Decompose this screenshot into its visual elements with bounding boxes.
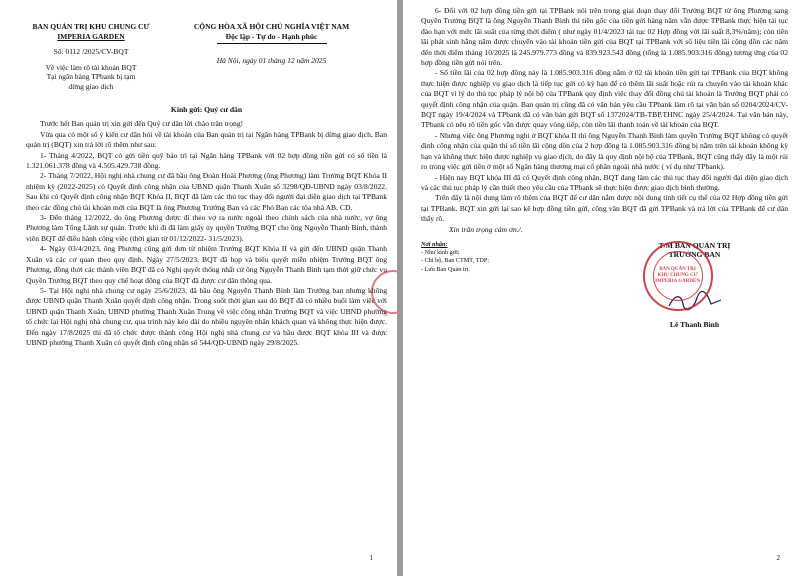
page-number: 1	[369, 554, 373, 562]
closing-line: Xin trân trọng cảm ơn./.	[449, 224, 523, 234]
signature-block	[601, 241, 788, 330]
page-number: 2	[776, 554, 780, 562]
sign-title-2: TRƯỞNG BAN	[668, 250, 721, 260]
paragraph: - Nhưng việc ông Phương nghỉ ở BQT khóa II thì ông Nguyễn Thanh Bình làm quyền Trưởng BQT không có quyết định công nhận của quận thì số tiền lãi cộng dồn của 2 hợp đồng là 1.085.903.316 đồng bị nằm trên tài khoản không kỳ hạn và không thực hiện được nghiệp vụ giao dịch, do đây là quy định nội bộ của TPBank, BQT cũng thấy đây là một rủi ro trong việc gửi tiền ở một số Ngân hàng thương mại cổ phần ngoài nhà nước ( ví dụ như TPbank).	[421, 130, 788, 172]
recipients-title: Nơi nhận:	[421, 240, 448, 248]
paragraph: 4- Ngày 03/4/2023, ông Phương cũng gửi đơn từ nhiệm Trưởng BQT Khóa II và gửi đến UBND quận Thanh Xuân và các cơ quan theo quy định. Ngày 27/5/2023, BQT đã họp và biểu quyết miễn nhiệm Trưởng BQT ông Phương, đồng thời các thành viên BQT đã có Nghị quyết thống nhất cử ông Nguyễn Thanh Bình tạm thời giữ chức vụ Quyền Trưởng BQT theo quy chế hoạt động của BQT đã được cư dân thông qua.	[26, 244, 387, 285]
org-name-line2: IMPERIA GARDEN	[57, 31, 125, 41]
sign-title-1: T/M BAN QUẢN TRỊ	[658, 240, 731, 250]
paragraph: 5- Tại Hội nghị nhà chung cư ngày 25/6/2023, đã bầu ông Nguyễn Thanh Bình làm Trưởng ban nhưng không được UBND quận Thanh Xuân quyết định công nhận. Trong suốt thời gian sau đó BQT đã có nhiều buổi làm việc với UBND quận Thanh Xuân, UBND phường Thanh Xuân Trung về việc công nhận Trưởng BQT và việc UBND phường tổ chức lại Hội nghị nhà chung cư, qua trình này kéo dài do nhiều nguyên nhân khách quan và không thực hiện được. Đến ngày 17/8/2025 thì đã tổ chức được thành công Hội nghị nhà chung cư và bầu được BQT khóa III và được UBND phường Thanh Xuân có quyết định công nhận số 544/QĐ-UBND ngày 29/8/2025.	[26, 285, 387, 347]
document-page-2	[403, 0, 800, 576]
paragraph: 2- Tháng 7/2022, Hội nghị nhà chung cư đã bầu ông Đoàn Hoài Phương (ông Phương) làm Trưởng BQT Khóa II nhiệm kỳ (2022-2025) có Quyết định công nhận của UBND quận Thanh Xuân số 3298/QĐ-UBND ngày 03/8/2022. Sau khi có Quyết định công nhận BQT Khóa II, BQT đã làm các thủ tục thay đổi người đại diện giao dịch tại TPBank theo các đồng chủ tài khoản mới của BQT là ông Phương Trưởng Ban và các Phó Ban các tòa nhà AB, CD.	[26, 171, 387, 212]
seal-text: BAN QUẢN TRỊ KHU CHUNG CƯ IMPERIA GARDEN	[653, 251, 703, 301]
org-name-line1: BAN QUẢN TRỊ KHU CHUNG CƯ	[32, 22, 150, 31]
page1-body	[26, 119, 387, 348]
recipient-item: - Lưu Ban Quản trị.	[421, 265, 470, 273]
motto-underline	[217, 43, 327, 44]
paragraph: Trước hết Ban quản trị xin gửi đến Quý cư dân lời chào trân trọng!	[40, 119, 244, 129]
official-seal	[643, 241, 713, 311]
paragraph: 6- Đối với 02 hợp đồng tiền gửi tại TPBank nói trên trong giai đoạn thay đổi Trưởng BQT từ ông Phương sang Quyền Trưởng BQT là ông Nguyễn Thanh Bình thì tiền gốc của tiền gửi hàng năm vẫn được TPBank thực hiện tái tục đáo hạn với mức lãi suất của từng thời điểm ( như ngày 01/4/2023 tái tục 02 Hợp đồng với lãi suất 8,3%/năm); còn tiền lãi phát sinh hằng năm được chuyển vào tài khoản tiền gửi của BQT tại TPBank với số liệu tiền lãi cộng dồn các năm đến thời điểm tháng 10/2025 là 245.979.773 đồng và 839.923.543 đồng (tổng là 1.085.903.316 đồng) tương ứng của 02 hợp đồng tiền gửi nói trên.	[421, 6, 788, 68]
recipients-block	[421, 241, 601, 330]
signature-area	[421, 241, 788, 330]
national-title: CỘNG HÒA XÃ HỘI CHỦ NGHĨA VIỆT NAM	[193, 22, 350, 31]
national-motto: Độc lập - Tự do - Hạnh phúc	[225, 31, 318, 41]
subject-line-2: Tại ngân hàng TPbank bị tạm	[46, 72, 136, 81]
page2-body	[421, 6, 788, 235]
salutation: Kính gửi: Quý cư dân	[170, 105, 243, 114]
reference-number: Số: 0112 /2025/CV-BQT	[53, 47, 129, 56]
recipient-item: - Chi bộ, Ban CTMT, TDP;	[421, 257, 490, 265]
letter-header	[26, 22, 387, 91]
paragraph: Vừa qua có một số ý kiến cư dân hỏi về tài khoản của Ban quản trị tại Ngân hàng TPBank bị dừng giao dịch, Ban quản trị (BQT) xin trả lời rõ thêm như sau:	[26, 129, 387, 150]
document-page-1	[0, 0, 397, 576]
paragraph: - Hiện nay BQT khóa III đã có Quyết định công nhận, BQT đang làm các thủ tục thay đổi người đại diện giao dịch và các thủ tục pháp lý cần thiết theo yêu cầu của TPbank sẽ thực hiện được giao dịch bình thường.	[421, 172, 788, 192]
national-header	[156, 22, 387, 91]
subject-line-1: Về việc làm rõ tài khoản BQT	[45, 62, 137, 72]
paragraph: Trên đây là nội dung làm rõ thêm của BQT để cư dân nắm được nội dung tình tiết cụ thể của 02 Hợp đồng tiền gửi tại TPBank. BQT xin gửi lại sao kê hợp đồng tiền gửi, công văn BQT đã gửi TPBank và trả lời của TPBank để cư dân thấy rõ.	[421, 193, 788, 224]
paragraph: 3- Đến tháng 12/2022, do ông Phương được đi theo vợ ra nước ngoài theo chính sách của nhà nước, vợ ông Phương làm Tổng Lãnh sự quán. Trước khi đi đã làm giấy ủy quyền Trưởng BQT cho ông Nguyễn Thanh Bình, thành viên BQT để điều hành công việc (thời gian từ 01/12/2022- 31/5/2023).	[26, 213, 387, 243]
place-date: Hà Nội, ngày 01 tháng 12 năm 2025	[216, 56, 327, 65]
paragraph: 1- Tháng 4/2022, BQT có gửi tiền quỹ bảo trì tại Ngân hàng TPBank với 02 hợp đồng tiền gửi có số tiền là 1.321.061.378 đồng và 4.505.429.738 đồng.	[26, 150, 387, 171]
subject-line-3: dừng giao dịch	[68, 81, 114, 91]
recipient-item: - Như kính gửi;	[421, 249, 460, 257]
signer-name: Lê Thanh Bình	[669, 320, 720, 330]
paragraph: - Số tiền lãi của 02 hợp đồng này là 1.085.903.316 đồng nằm ở 02 tài khoản tiền gửi tại TPBank của BQT không thực hiện được nghiệp vụ giao dịch là tiếp tục gửi có kỳ hạn để có thêm lãi suất hoặc rút ra chuyển vào tài khoản khác của BQT vì lý do thủ tục pháp lý nội bộ của TPBank quy định việc thay đổi đồng chủ tài khoản là Trưởng BQT phải có quyết định công nhận của quận. Ban quản trị cũng đã có văn bản yêu cầu TPbank làm rõ tại văn bản số 0204/2024/CV-BQT ngày 19/4/2024 và TPbank đã có văn bản gửi BQT số 1372024/TB-TBP.THNC ngày 25/4/2024. Tại văn bản này, TPbank có nêu rõ tiền gốc vẫn được quay vòng tiếp, còn tiền lãi thanh toán về tài khoản của BQT.	[421, 68, 788, 130]
issuer-block	[26, 22, 156, 91]
